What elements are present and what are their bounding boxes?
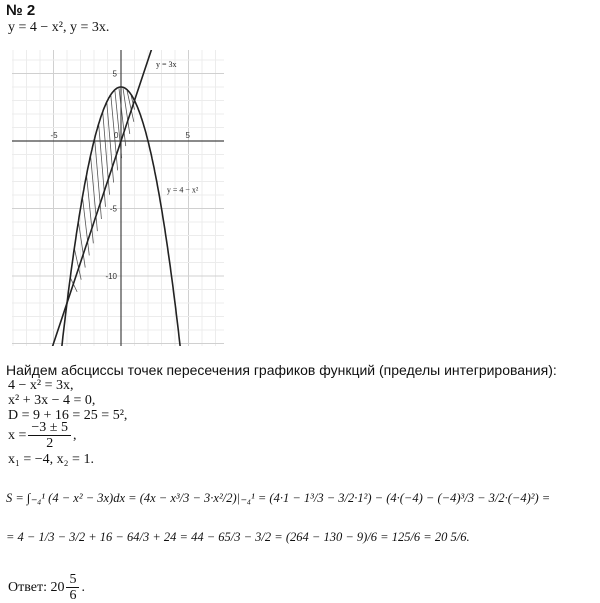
solution-heading: Найдем абсциссы точек пересечения графиков функций (пределы интегрирования): <box>6 362 557 378</box>
line-y-3x <box>49 50 152 346</box>
function-graph <box>12 50 224 346</box>
answer-label: Ответ: 20 <box>8 579 65 595</box>
answer-tail: . <box>81 579 85 595</box>
problem-title: № 2 <box>6 2 36 19</box>
graph-axes <box>12 50 224 346</box>
series-label-3x: y = 3x <box>156 59 177 69</box>
root-formula-left: x = <box>8 427 27 443</box>
x-tick-label: 0 <box>114 131 119 140</box>
root-formula-numerator: −3 ± 5 <box>28 420 71 436</box>
x-tick-label: -5 <box>50 131 58 140</box>
roots-line: x₁ = −4, x₂ = 1. <box>8 452 94 467</box>
computation-line: = 4 − 1/3 − 3/2 + 16 − 64/3 + 24 = 44 − 65/3 − 3/2 = (264 − 130 − 9)/6 = 125/6 = 20 5/6. <box>6 530 470 544</box>
integral-line: S = ∫₋₄¹ (4 − x² − 3x)dx = (4x − x³/3 − 3·x²/2)|₋₄¹ = (4·1 − 1³/3 − 3/2·1²) − (4·(−4) − (−4)³/3 − 3/2·(−4)²) = <box>6 491 551 505</box>
answer-fraction <box>66 572 79 603</box>
series-label-parabola: y = 4 − x² <box>166 185 199 195</box>
answer-denominator: 6 <box>69 588 77 603</box>
answer-numerator: 5 <box>66 572 79 588</box>
root-formula <box>8 420 77 451</box>
step-equation: 4 − x² = 3x, <box>8 378 74 393</box>
problem-functions: y = 4 − x², y = 3x. <box>8 20 110 35</box>
shaded-area <box>70 88 134 292</box>
answer <box>8 572 85 603</box>
step-discriminant: D = 9 + 16 = 25 = 5², <box>8 408 128 423</box>
y-tick-label: -10 <box>105 272 117 281</box>
y-tick-label: 5 <box>112 69 117 79</box>
root-formula-tail: , <box>73 427 77 443</box>
y-tick-label: -5 <box>109 204 117 214</box>
graph-grid <box>12 50 224 346</box>
hatch-line <box>95 139 102 219</box>
x-tick-label: 5 <box>185 131 190 140</box>
root-formula-fraction <box>28 420 71 451</box>
step-quadratic: x² + 3x − 4 = 0, <box>8 393 96 408</box>
root-formula-denominator: 2 <box>46 436 54 451</box>
